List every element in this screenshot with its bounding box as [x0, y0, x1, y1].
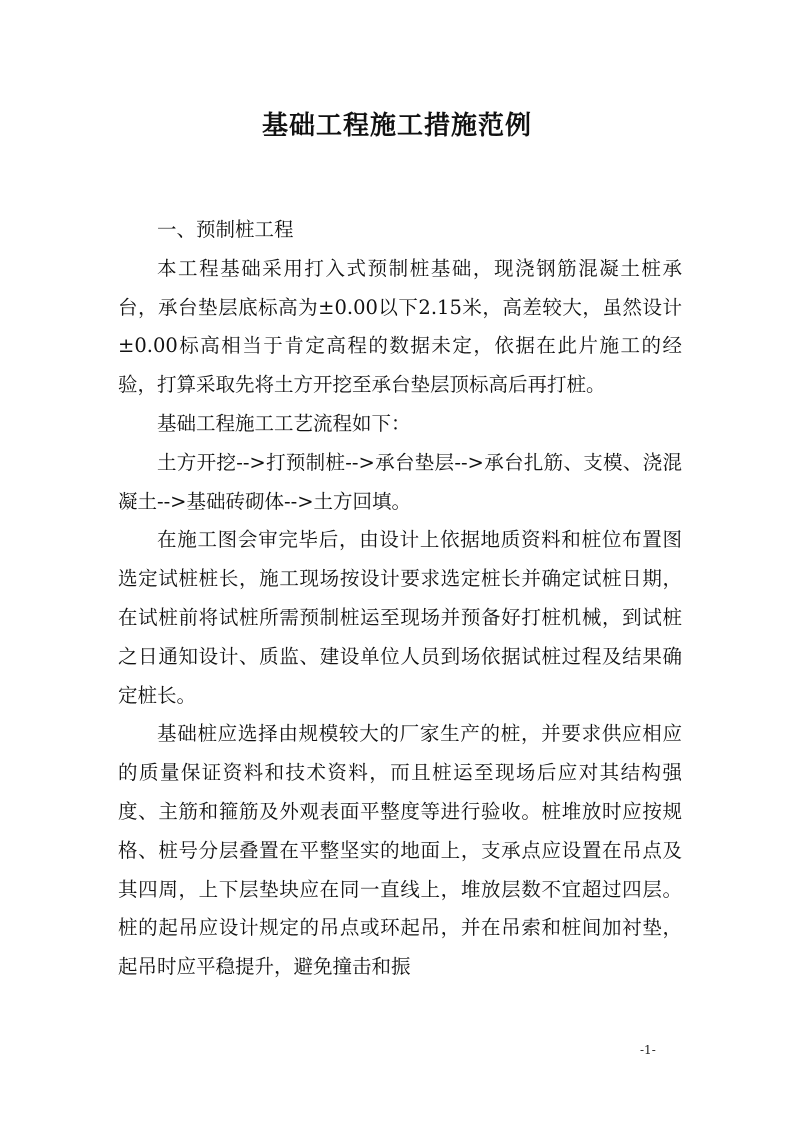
paragraph: 基础桩应选择由规模较大的厂家生产的桩，并要求供应相应的质量保证资料和技术资料，而且桩运至现场后应对其结构强度、主筋和箍筋及外观表面平整度等进行验收。桩堆放时应按规格、桩号分层叠置在平整坚实的地面上，支承点应设置在吊点及其四周，上下层垫块应在同一直线上，堆放层数不宜超过四层。桩的起吊应设计规定的吊点或环起吊，并在吊索和桩间加衬垫，起吊时应平稳提升，避免撞击和振: [118, 722, 682, 979]
paragraph: 土方开挖-->打预制桩-->承台垫层-->承台扎筋、支模、浇混凝土-->基础砖砌体-->土方回填。: [118, 450, 682, 513]
section-heading: 一、预制桩工程: [157, 218, 294, 241]
paragraph: 本工程基础采用打入式预制桩基础，现浇钢筋混凝土桩承台，承台垫层底标高为±0.00以下2.15米，高差较大，虽然设计±0.00标高相当于肯定高程的数据未定，依据在此片施工的经验，打算采取先将土方开挖至承台垫层顶标高后再打桩。: [118, 256, 682, 397]
page-number: -1-: [640, 1043, 656, 1057]
document-title: 基础工程施工措施范例: [261, 111, 532, 141]
paragraph: 基础工程施工工艺流程如下：: [157, 411, 411, 435]
paragraph: 在施工图会审完毕后，由设计上依据地质资料和桩位布置图选定试桩桩长，施工现场按设计要求选定桩长并确定试桩日期，在试桩前将试桩所需预制桩运至现场并预备好打桩机械，到试桩之日通知设计、质监、建设单位人员到场依据试桩过程及结果确定桩长。: [118, 528, 682, 707]
document-body: [118, 211, 682, 987]
